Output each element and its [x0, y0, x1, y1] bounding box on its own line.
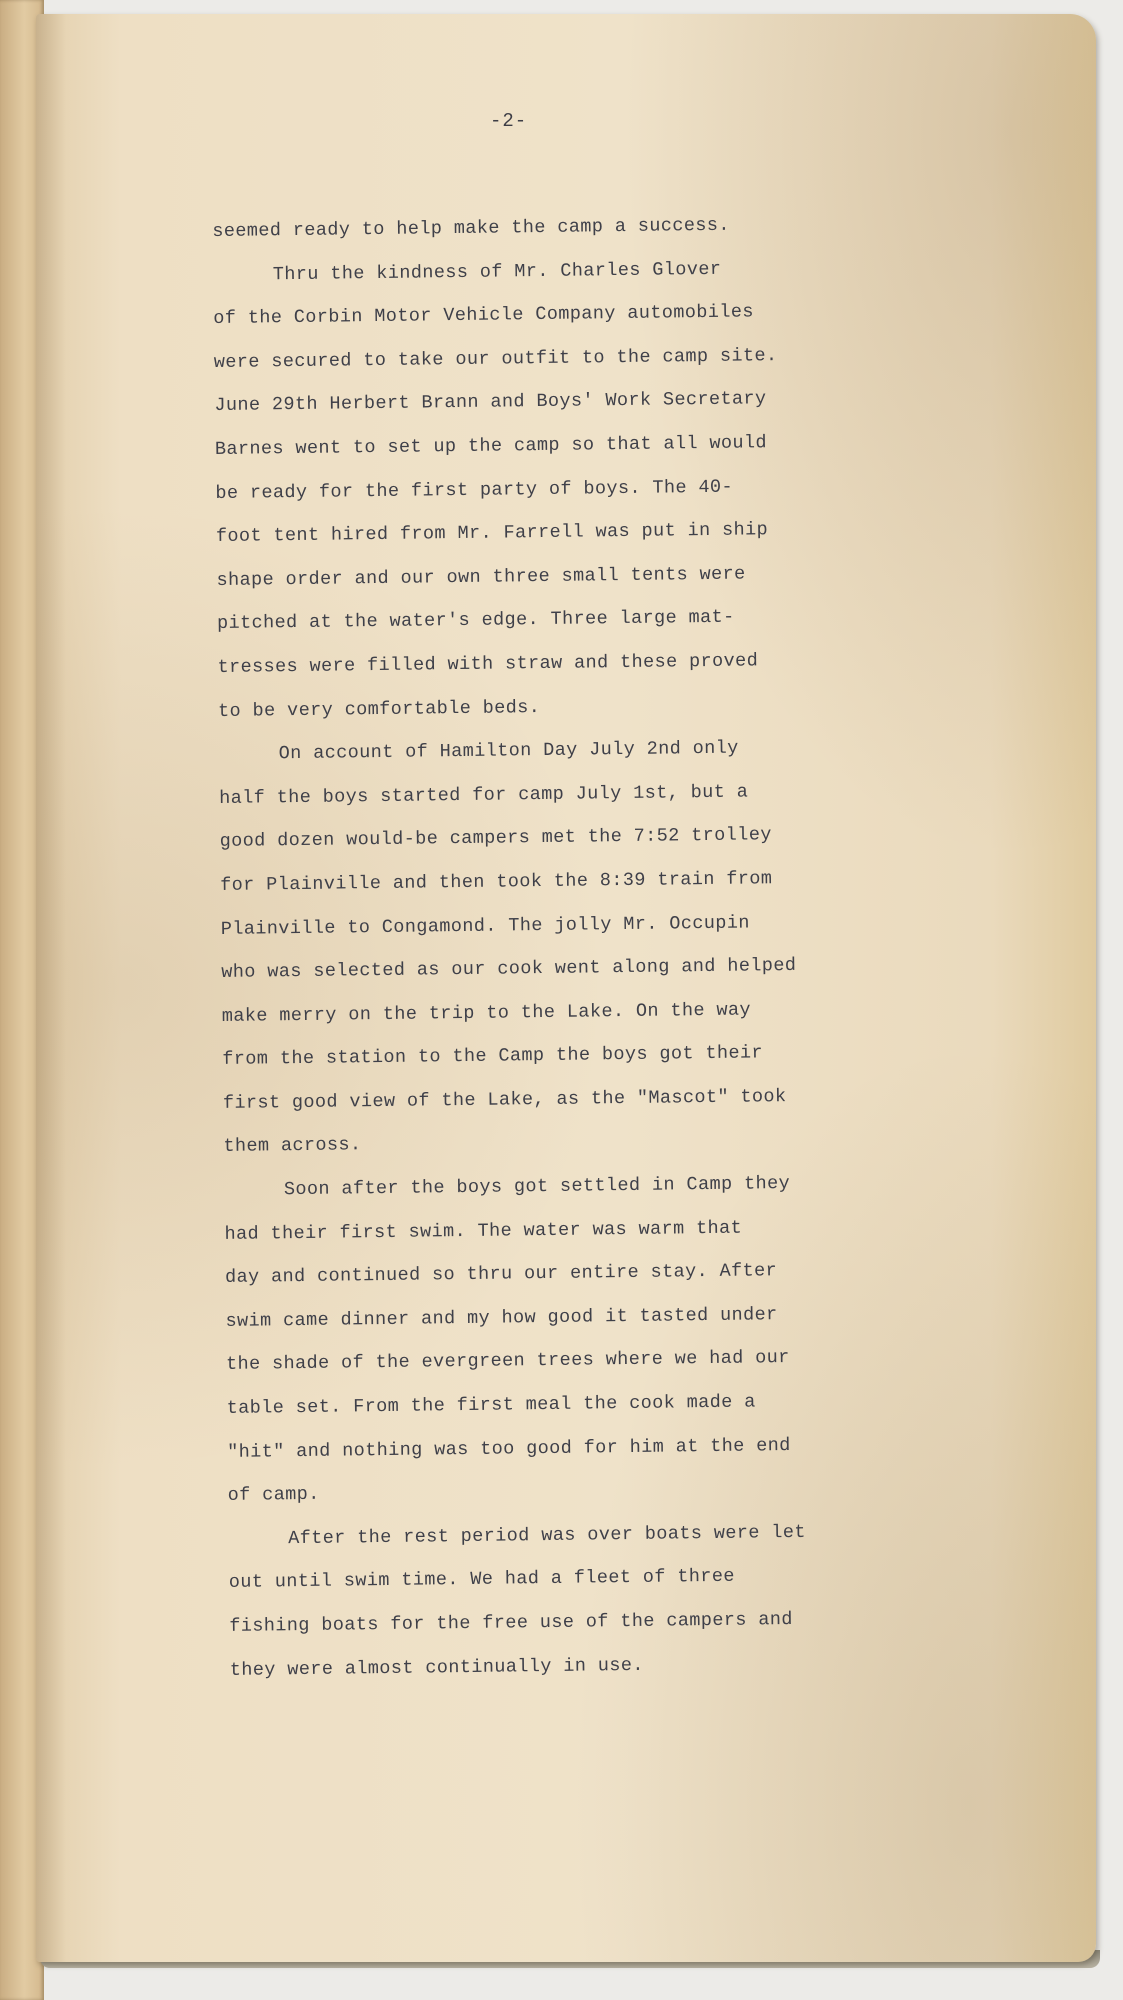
typed-line: Barnes went to set up the camp so that all would: [214, 432, 768, 460]
typed-line: be ready for the first party of boys. The 40-: [215, 476, 734, 504]
typed-line: the shade of the evergreen trees where we had our: [225, 1347, 790, 1376]
typed-line: for Plainville and then took the 8:39 train from: [220, 868, 773, 896]
typed-line: Plainville to Congamond. The jolly Mr. Occupin: [220, 911, 750, 940]
typed-line: Thru the kindness of Mr. Charles Glover: [272, 258, 722, 285]
typed-line: out until swim time. We had a fleet of three: [228, 1566, 735, 1594]
typed-line: of the Corbin Motor Vehicle Company automobiles: [213, 301, 755, 330]
typed-line: good dozen would-be campers met the 7:52 trolley: [219, 824, 772, 853]
typed-line: "hit" and nothing was too good for him at the end: [227, 1434, 791, 1463]
typed-line: seemed ready to help make the camp a success.: [212, 214, 730, 242]
typed-line: tresses were filled with straw and these proved: [217, 650, 759, 678]
typed-line: fishing boats for the free use of the campers and: [229, 1609, 793, 1637]
typed-line: Soon after the boys got settled in Camp they: [283, 1173, 791, 1201]
typed-line: were secured to take our outfit to the camp site.: [213, 344, 778, 373]
typed-line: they were almost continually in use.: [229, 1654, 645, 1681]
typed-line: shape order and our own three small tents were: [216, 563, 746, 591]
typed-line: day and continued so thru our entire stay. After: [224, 1260, 778, 1289]
typed-line: make merry on the trip to the Lake. On the way: [221, 999, 752, 1027]
typed-page: [36, 14, 1096, 1962]
typed-line: from the station to the Camp the boys got their: [222, 1042, 764, 1071]
typed-line: of camp.: [227, 1483, 320, 1507]
typed-line: table set. From the first meal the cook made a: [226, 1391, 756, 1419]
typed-line: had their first swim. The water was warm that: [224, 1217, 743, 1245]
typed-line: half the boys started for camp July 1st, but a: [219, 781, 749, 809]
typed-line: On account of Hamilton Day July 2nd only: [278, 737, 739, 765]
typed-line: them across.: [223, 1134, 362, 1158]
typed-line: who was selected as our cook went along and helped: [221, 955, 797, 984]
binding-shadow: [36, 14, 66, 1962]
typed-line: After the rest period was over boats were let: [288, 1521, 806, 1549]
typed-line: foot tent hired from Mr. Farrell was put in ship: [215, 519, 769, 548]
typed-line: first good view of the Lake, as the "Mascot" took: [222, 1085, 787, 1114]
typed-line: to be very comfortable beds.: [217, 696, 541, 722]
typed-line: pitched at the water's edge. Three large mat-: [216, 606, 735, 635]
typed-body-text: [212, 201, 950, 1692]
typed-line: June 29th Herbert Brann and Boys' Work Secretary: [214, 388, 767, 417]
page-number: -2-: [490, 110, 528, 132]
typed-line: swim came dinner and my how good it tasted under: [225, 1304, 778, 1332]
